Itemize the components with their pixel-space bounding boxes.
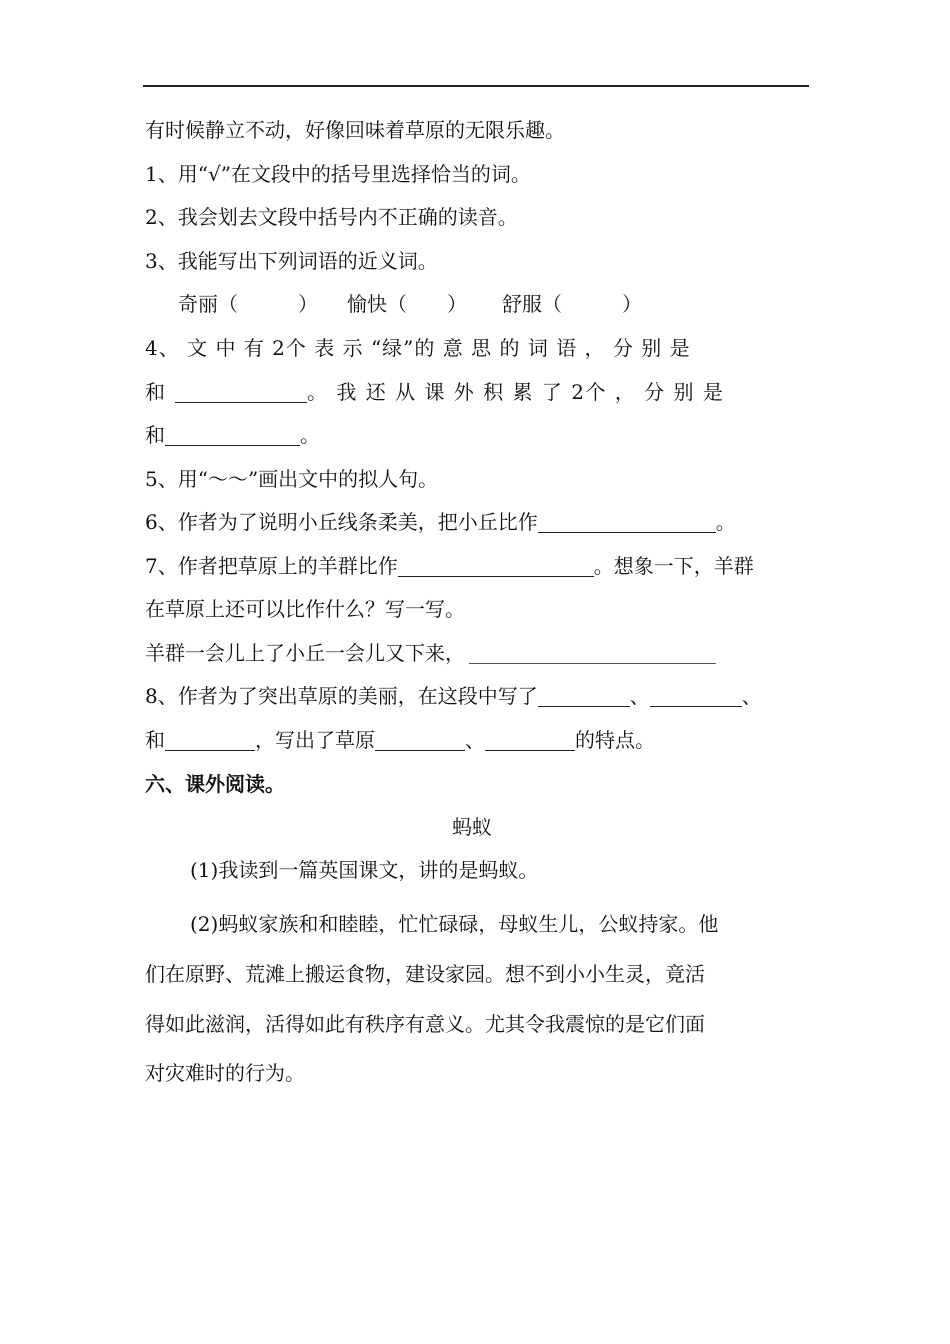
- synonym-item-yukuai: 愉快（ ）: [347, 292, 467, 316]
- q7-text-2: 。想象一下，羊群: [593, 554, 754, 578]
- question-4-line-3: [145, 421, 320, 449]
- q8-sep-2: 、: [741, 684, 762, 708]
- question-7-line-1: [145, 552, 754, 580]
- q7-text: 7、作者把草原上的羊群比作: [145, 554, 398, 578]
- question-1: 1、用“√”在文段中的括号里选择恰当的词。: [145, 162, 531, 186]
- q4-blank-1[interactable]: [175, 382, 307, 403]
- passage-last-line: 有时候静立不动，好像回味着草原的无限乐趣。: [145, 118, 565, 142]
- q7-sheep-text: 羊群一会儿上了小丘一会儿又下来，: [145, 641, 465, 665]
- story-paragraph-2-line-4: 对灾难时的行为。: [145, 1061, 305, 1085]
- q4-he-2: 和: [145, 423, 165, 447]
- story-paragraph-2-line-2: 们在原野、荒滩上搬运食物，建设家园。想不到小小生灵，竟活: [145, 962, 705, 986]
- q8-text: 8、作者为了突出草原的美丽，在这段中写了: [145, 684, 538, 708]
- q4-line-2-text: 。 我 还 从 课 外 积 累 了 2个 ， 分 别 是: [307, 380, 725, 404]
- question-2: 2、我会划去文段中括号内不正确的读音。: [145, 205, 518, 229]
- q8-he: 和: [145, 728, 165, 752]
- q8-sep-1: 、: [629, 684, 650, 708]
- story-paragraph-2-line-1: (2)蚂蚁家族和和睦睦，忙忙碌碌，母蚁生儿，公蚁持家。他: [190, 912, 719, 936]
- q7-blank-1[interactable]: [398, 556, 594, 577]
- question-8-line-1: [145, 682, 762, 710]
- section-6-heading: 六、课外阅读。: [145, 772, 285, 796]
- question-7-line-2: 在草原上还可以比作什么？写一写。: [145, 597, 465, 621]
- header-rule: [143, 85, 809, 87]
- question-7-line-3: [145, 639, 716, 667]
- q8-blank-4[interactable]: [375, 730, 465, 751]
- q8-text-2: ，写出了草原: [255, 728, 375, 752]
- q4-blank-2[interactable]: [165, 425, 300, 446]
- q8-sep-3: 、: [465, 728, 485, 752]
- q6-text: 6、作者为了说明小丘线条柔美，把小丘比作: [145, 510, 538, 534]
- q4-line-3-end: 。: [300, 423, 320, 447]
- question-3: 3、我能写出下列词语的近义词。: [145, 249, 438, 273]
- question-6: [145, 508, 736, 536]
- question-5: 5、用“～～”画出文中的拟人句。: [145, 467, 439, 491]
- q8-blank-2[interactable]: [650, 686, 742, 707]
- synonym-item-qili: 奇丽（ ）: [178, 292, 318, 316]
- q4-he-1: 和: [145, 380, 165, 404]
- q8-end: 的特点。: [575, 728, 655, 752]
- q8-blank-5[interactable]: [485, 730, 575, 751]
- question-4-line-1: 4、 文 中 有 2个 表 示 “绿”的 意 思 的 词 语 ， 分 别 是: [145, 336, 691, 360]
- story-paragraph-1: (1)我读到一篇英国课文，讲的是蚂蚁。: [190, 858, 539, 882]
- q8-blank-3[interactable]: [165, 730, 255, 751]
- question-8-line-2: [145, 726, 655, 754]
- synonym-item-shufu: 舒服（ ）: [502, 292, 642, 316]
- story-title: 蚂蚁: [452, 815, 492, 839]
- q6-blank[interactable]: [538, 512, 716, 533]
- q8-blank-1[interactable]: [538, 686, 630, 707]
- question-4-line-2: [145, 378, 724, 406]
- q7-blank-2[interactable]: [469, 643, 716, 664]
- story-paragraph-2-line-3: 得如此滋润，活得如此有秩序有意义。尤其令我震惊的是它们面: [145, 1012, 705, 1036]
- q6-end: 。: [715, 510, 736, 534]
